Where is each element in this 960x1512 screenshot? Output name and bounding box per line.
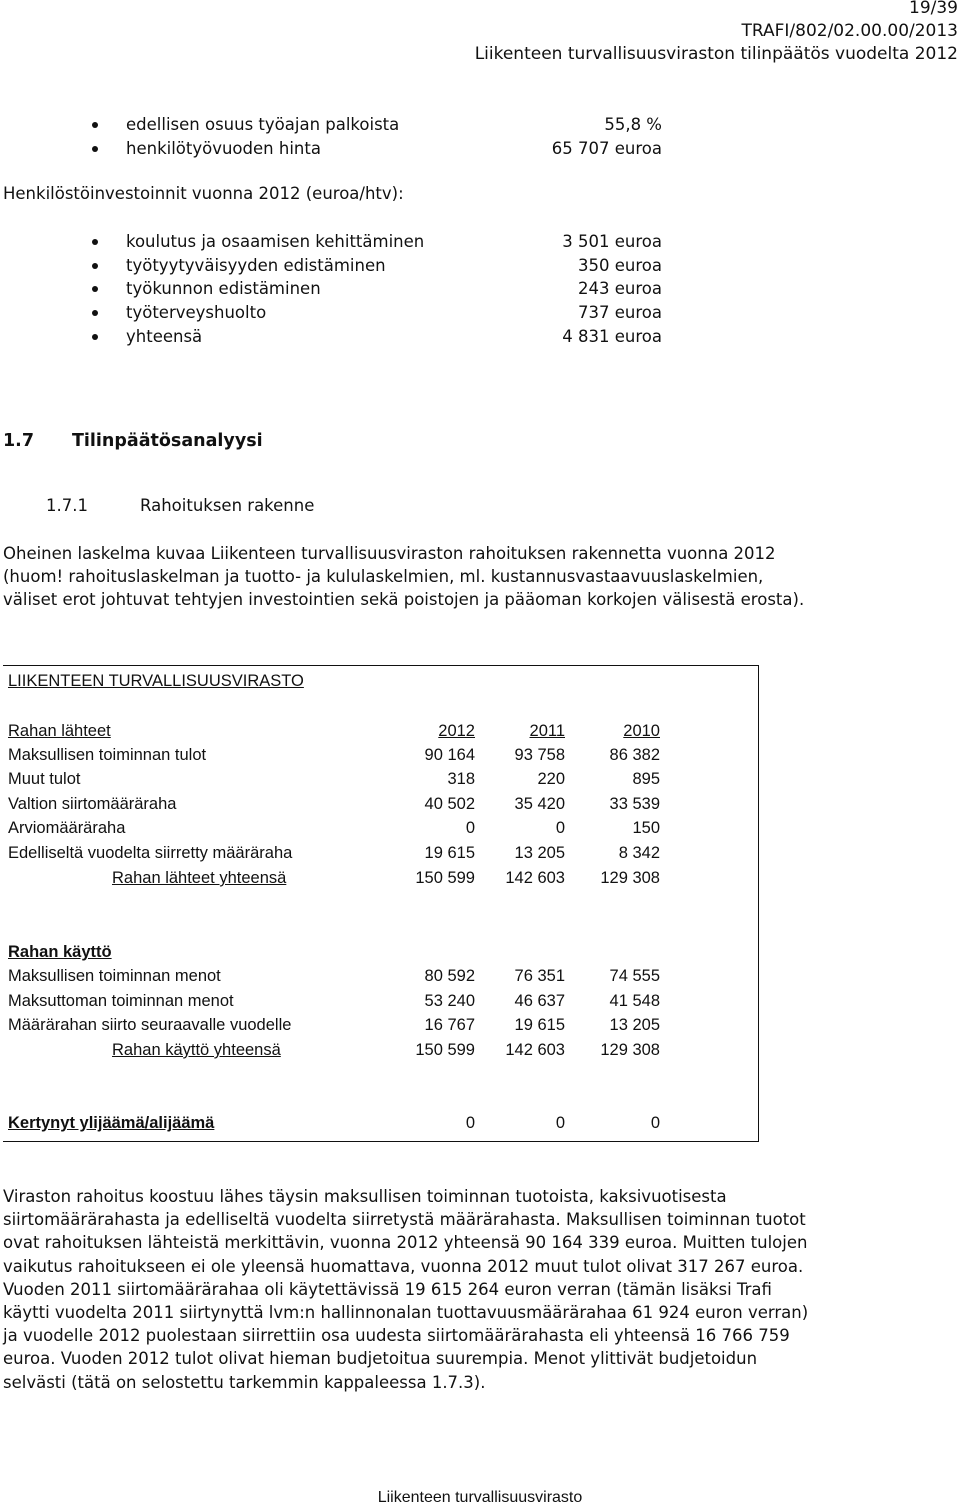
cell-2010: 129 308 bbox=[600, 1041, 660, 1059]
document-id: TRAFI/802/02.00.00/2013 bbox=[741, 21, 958, 41]
bullet-value: 65 707 euroa bbox=[551, 139, 662, 158]
result-row bbox=[8, 1112, 660, 1134]
uses-total-label: Rahan käyttö yhteensä bbox=[112, 1041, 281, 1059]
page-footer: Liikenteen turvallisuusvirasto bbox=[377, 1489, 583, 1506]
paragraph-line: ovat rahoituksen lähteistä merkittävin, vuonna 2012 yhteensä 90 164 339 euroa. Muitten tulojen bbox=[3, 1233, 808, 1253]
table-row bbox=[8, 1014, 660, 1036]
uses-total-row bbox=[8, 1039, 660, 1061]
table-row bbox=[8, 990, 660, 1012]
cell-2010: 0 bbox=[650, 1114, 660, 1132]
paragraph-line: Vuoden 2011 siirtomäärärahaa oli käytettävissä 19 615 264 euron verran (tämän lisäksi Trafi bbox=[3, 1279, 772, 1299]
paragraph-line: ja vuodelle 2012 puolestaan siirrettiin osa uudesta siirtomäärärahasta eli yhteensä 16 766 759 bbox=[3, 1326, 790, 1346]
cell-2012: 150 599 bbox=[415, 869, 475, 887]
document-title: Liikenteen turvallisuusviraston tilinpäätös vuodelta 2012 bbox=[474, 44, 958, 64]
cell-2010: 150 bbox=[632, 819, 660, 837]
cell-2011: 46 637 bbox=[514, 992, 565, 1010]
bullet-dot bbox=[92, 334, 98, 340]
bullet-value: 737 euroa bbox=[578, 303, 662, 322]
row-label: Määrärahan siirto seuraavalle vuodelle bbox=[8, 1016, 292, 1034]
body-paragraph bbox=[3, 1185, 955, 1394]
row-label: Maksuttoman toiminnan menot bbox=[8, 992, 234, 1010]
bullet-dot bbox=[92, 286, 98, 292]
cell-2012: 90 164 bbox=[424, 746, 475, 764]
bullet-dot bbox=[92, 146, 98, 152]
bullet-label: yhteensä bbox=[126, 327, 203, 346]
cell-2011: 0 bbox=[555, 819, 565, 837]
bullet-label: työterveyshuolto bbox=[126, 303, 267, 322]
bullet-value: 3 501 euroa bbox=[562, 232, 662, 251]
cell-2012: 40 502 bbox=[424, 795, 475, 813]
row-label: Arviomääräraha bbox=[8, 819, 126, 837]
sources-heading-row bbox=[8, 720, 660, 742]
paragraph-line: selvästi (tätä on selostettu tarkemmin kappaleessa 1.7.3). bbox=[3, 1372, 486, 1392]
bullet-label: työkunnon edistäminen bbox=[126, 279, 321, 298]
table-row bbox=[8, 965, 660, 987]
bullet-value: 350 euroa bbox=[578, 256, 662, 275]
cell-2012: 80 592 bbox=[424, 967, 475, 985]
result-label: Kertynyt ylijäämä/alijäämä bbox=[8, 1114, 215, 1132]
bullet-label: koulutus ja osaamisen kehittäminen bbox=[126, 232, 425, 251]
bullet-occupational-health bbox=[92, 301, 662, 324]
bullet-salary-share bbox=[92, 113, 662, 136]
sources-heading: Rahan lähteet bbox=[8, 722, 111, 740]
row-label: Muut tulot bbox=[8, 770, 81, 788]
paragraph-line: väliset erot johtuvat tehtyjen investointien sekä poistojen ja pääoman korkojen välisestä erosta). bbox=[3, 590, 805, 610]
cell-2012: 16 767 bbox=[424, 1016, 475, 1034]
row-label: Maksullisen toiminnan menot bbox=[8, 967, 221, 985]
cell-2011: 220 bbox=[537, 770, 565, 788]
row-label: Maksullisen toiminnan tulot bbox=[8, 746, 207, 764]
table-org-title bbox=[8, 670, 660, 692]
cell-2010: 895 bbox=[632, 770, 660, 788]
cell-2011: 142 603 bbox=[505, 1041, 565, 1059]
year-2010-heading: 2010 bbox=[623, 722, 660, 740]
bullet-value: 4 831 euroa bbox=[562, 327, 662, 346]
intro-paragraph bbox=[3, 542, 955, 612]
bullet-satisfaction bbox=[92, 254, 662, 277]
sources-total-row bbox=[8, 867, 660, 889]
cell-2010: 86 382 bbox=[609, 746, 660, 764]
bullet-fitness bbox=[92, 277, 662, 300]
section-number: 1.7 bbox=[3, 431, 35, 451]
paragraph-line: euroa. Vuoden 2012 tulot olivat hieman budjetoitua suurempia. Menot ylittivät budjetoidun bbox=[3, 1349, 758, 1369]
section-title: Tilinpäätösanalyysi bbox=[72, 431, 263, 451]
cell-2011: 13 205 bbox=[514, 844, 565, 862]
paragraph-line: vaikutus rahoitukseen ei ole yleensä huomattava, vuonna 2012 muut tulot olivat 317 267 euroa. bbox=[3, 1256, 804, 1276]
cell-2010: 8 342 bbox=[618, 844, 660, 862]
paragraph-line: käytti vuodelta 2011 siirtynyttä lvm:n hallinnonalan tuottavuusmäärärahaa 61 924 euron verran) bbox=[3, 1303, 809, 1323]
financing-table bbox=[3, 665, 759, 1142]
cell-2011: 142 603 bbox=[505, 869, 565, 887]
cell-2012: 0 bbox=[465, 1114, 475, 1132]
cell-2012: 0 bbox=[465, 819, 475, 837]
paragraph-line: Oheinen laskelma kuvaa Liikenteen turvallisuusviraston rahoituksen rakennetta vuonna 2012 bbox=[3, 544, 776, 563]
bullet-value: 243 euroa bbox=[578, 279, 662, 298]
subsection-number: 1.7.1 bbox=[46, 496, 88, 515]
cell-2010: 33 539 bbox=[609, 795, 660, 813]
cell-2011: 35 420 bbox=[514, 795, 565, 813]
cell-2012: 318 bbox=[447, 770, 475, 788]
row-label: Valtion siirtomääräraha bbox=[8, 795, 177, 813]
subsection-title: Rahoituksen rakenne bbox=[140, 496, 315, 515]
cell-2011: 0 bbox=[555, 1114, 565, 1132]
bullet-value: 55,8 % bbox=[604, 115, 662, 134]
cell-2011: 76 351 bbox=[514, 967, 565, 985]
year-2012-heading: 2012 bbox=[438, 722, 475, 740]
bullet-person-year-cost bbox=[92, 137, 662, 160]
paragraph-line: (huom! rahoituslaskelman ja tuotto- ja kululaskelmien, ml. kustannusvastaavuuslaskelmien, bbox=[3, 567, 764, 587]
cell-2010: 129 308 bbox=[600, 869, 660, 887]
bullet-training bbox=[92, 230, 662, 253]
bullet-total bbox=[92, 325, 662, 348]
table-row bbox=[8, 817, 660, 839]
page-number: 19/39 bbox=[909, 0, 958, 18]
year-2011-heading: 2011 bbox=[529, 722, 565, 740]
cell-2010: 13 205 bbox=[609, 1016, 660, 1034]
cell-2011: 19 615 bbox=[514, 1016, 565, 1034]
bullet-label: edellisen osuus työajan palkoista bbox=[126, 115, 400, 134]
investments-heading: Henkilöstöinvestoinnit vuonna 2012 (euroa/htv): bbox=[3, 184, 404, 203]
bullet-label: henkilötyövuoden hinta bbox=[126, 139, 321, 158]
bullet-dot bbox=[92, 122, 98, 128]
paragraph-line: Viraston rahoitus koostuu lähes täysin maksullisen toiminnan tuotoista, kaksivuotisesta bbox=[3, 1187, 727, 1206]
cell-2011: 93 758 bbox=[514, 746, 565, 764]
bullet-dot bbox=[92, 263, 98, 269]
sources-total-label: Rahan lähteet yhteensä bbox=[112, 869, 287, 887]
cell-2012: 19 615 bbox=[424, 844, 475, 862]
bullet-dot bbox=[92, 239, 98, 245]
cell-2010: 74 555 bbox=[609, 967, 660, 985]
cell-2010: 41 548 bbox=[609, 992, 660, 1010]
bullet-label: työtyytyväisyyden edistäminen bbox=[126, 256, 386, 275]
uses-heading: Rahan käyttö bbox=[8, 943, 112, 961]
cell-2012: 150 599 bbox=[415, 1041, 475, 1059]
uses-heading-row bbox=[8, 941, 660, 963]
table-row bbox=[8, 744, 660, 766]
cell-2012: 53 240 bbox=[424, 992, 475, 1010]
table-row bbox=[8, 842, 660, 864]
row-label: Edelliseltä vuodelta siirretty määräraha bbox=[8, 844, 293, 862]
table-row bbox=[8, 793, 660, 815]
table-row bbox=[8, 768, 660, 790]
paragraph-line: siirtomäärärahasta ja edelliseltä vuodelta siirretystä määrärahasta. Maksullisen toiminnan tuotot bbox=[3, 1210, 806, 1230]
org-name: LIIKENTEEN TURVALLISUUSVIRASTO bbox=[8, 672, 304, 690]
bullet-dot bbox=[92, 310, 98, 316]
